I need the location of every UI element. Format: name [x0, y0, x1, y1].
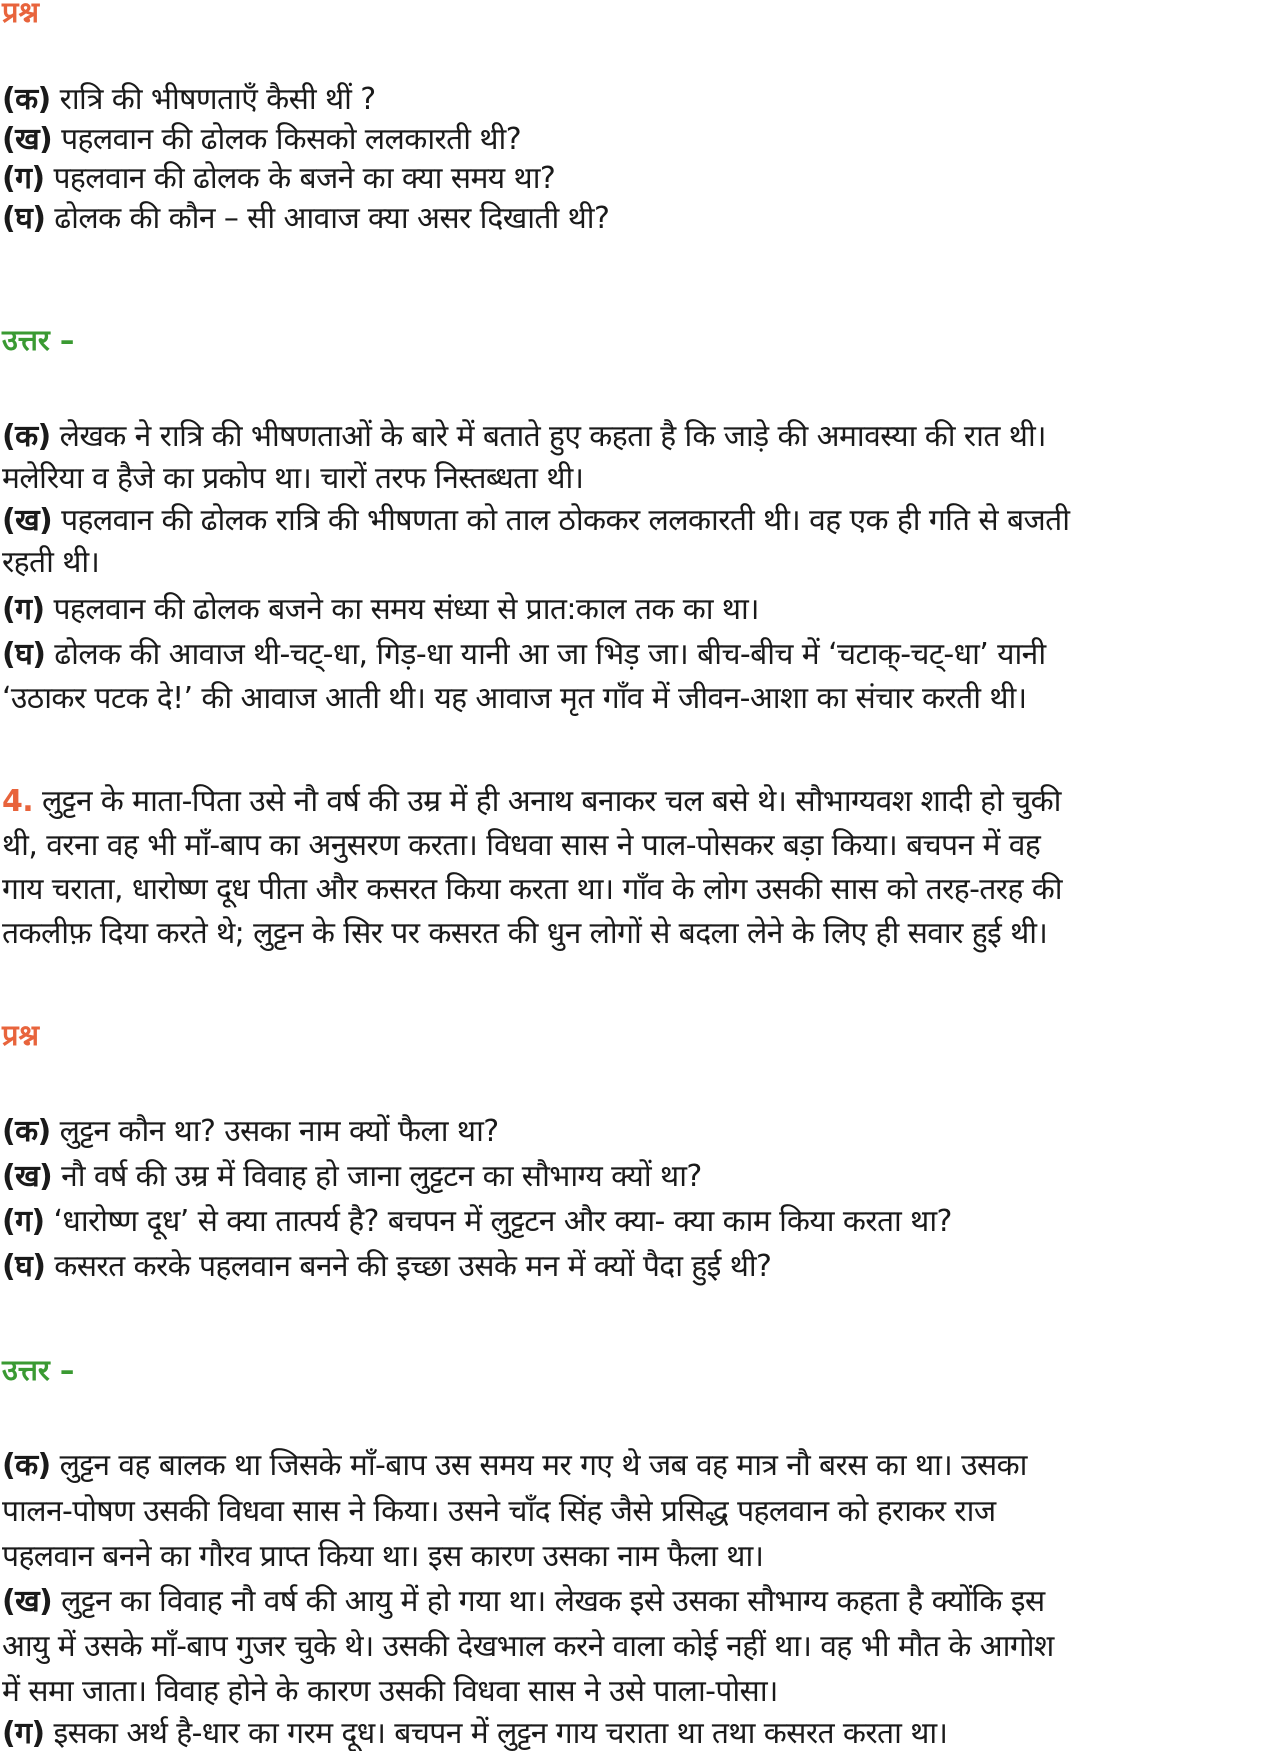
- passage-4-line-2: थी, वरना वह भी माँ-बाप का अनुसरण करता। विधवा सास ने पाल-पोसकर बड़ा किया। बचपन में वह: [2, 828, 1041, 863]
- passage-4-line-4: तकलीफ़ दिया करते थे; लुट्टन के सिर पर कसरत की धुन लोगों से बदला लेने के लिए ही सवार हुई थी।: [2, 916, 1048, 951]
- answer-kha-line-1: [2, 499, 1069, 543]
- answer-gha-line-2: ‘उठाकर पटक दे!’ की आवाज आती थी। यह आवाज मृत गाँव में जीवन-आशा का संचार करती थी।: [2, 681, 1027, 716]
- answer-heading: उत्तर –: [2, 1353, 75, 1387]
- answer-text: पहलवान की ढोलक बजने का समय संध्या से प्रात:काल तक का था।: [44, 592, 759, 627]
- answer-ka-line-1: [2, 1444, 1027, 1488]
- label: (क): [2, 82, 51, 117]
- question-ga: [2, 157, 555, 201]
- question-heading: प्रश्न: [2, 1018, 40, 1052]
- answer-text: लुट्टन वह बालक था जिसके माँ-बाप उस समय मर गए थे जब वह मात्र नौ बरस का था। उसका: [50, 1448, 1027, 1483]
- answer-text: इसका अर्थ है-धार का गरम दूध। बचपन में लुट्टन गाय चराता था तथा कसरत करता था।: [44, 1716, 948, 1751]
- question-text: पहलवान की ढोलक किसको ललकारती थी?: [52, 122, 522, 157]
- label: (घ): [2, 201, 46, 236]
- question-kha: [2, 1155, 702, 1199]
- label: (ग): [2, 1204, 45, 1239]
- answer-text: पहलवान की ढोलक रात्रि की भीषणता को ताल ठोककर ललकारती थी। वह एक ही गति से बजती: [52, 503, 1070, 538]
- passage-4-line-1: [2, 780, 1061, 824]
- label: (ख): [2, 1584, 53, 1619]
- question-gha: [2, 197, 609, 241]
- label: (ख): [2, 1159, 53, 1194]
- question-gha: [2, 1245, 771, 1289]
- question-heading: प्रश्न: [2, 0, 40, 29]
- question-ga: [2, 1200, 952, 1244]
- answer-ga-line-1: [2, 1712, 947, 1751]
- answer-gha-line-1: [2, 633, 1046, 677]
- question-text: ढोलक की कौन – सी आवाज क्या असर दिखाती थी?: [45, 201, 610, 236]
- answer-ka-line-2: मलेरिया व हैजे का प्रकोप था। चारों तरफ निस्तब्धता थी।: [2, 461, 584, 496]
- answer-kha-line-1: [2, 1580, 1045, 1624]
- answer-ga-line-1: [2, 588, 759, 632]
- label: (क): [2, 1114, 51, 1149]
- question-kha: [2, 118, 521, 162]
- label: (घ): [2, 637, 46, 672]
- passage-text: लुट्टन के माता-पिता उसे नौ वर्ष की उम्र में ही अनाथ बनाकर चल बसे थे। सौभाग्यवश शादी हो चुकी: [33, 784, 1061, 819]
- answer-ka-line-1: [2, 415, 1046, 459]
- answer-ka-line-3: पहलवान बनने का गौरव प्राप्त किया था। इस कारण उसका नाम फैला था।: [2, 1539, 764, 1574]
- label: (क): [2, 1448, 51, 1483]
- answer-kha-line-3: में समा जाता। विवाह होने के कारण उसकी विधवा सास ने उसे पाला-पोसा।: [2, 1674, 778, 1709]
- answer-text: लेखक ने रात्रि की भीषणताओं के बारे में बताते हुए कहता है कि जाड़े की अमावस्या की रात थी।: [50, 419, 1046, 454]
- passage-number: 4.: [2, 784, 34, 819]
- label: (ग): [2, 161, 45, 196]
- question-text: ‘धारोष्ण दूध’ से क्या तात्पर्य है? बचपन में लुट्टटन और क्या- क्या काम किया करता था?: [44, 1204, 952, 1239]
- question-text: रात्रि की भीषणताएँ कैसी थीं ?: [50, 82, 376, 117]
- passage-4-line-3: गाय चराता, धारोष्ण दूध पीता और कसरत किया करता था। गाँव के लोग उसकी सास को तरह-तरह की: [2, 872, 1062, 907]
- answer-text: लुट्टन का विवाह नौ वर्ष की आयु में हो गया था। लेखक इसे उसका सौभाग्य कहता है क्योंकि इस: [52, 1584, 1045, 1619]
- question-text: कसरत करके पहलवान बनने की इच्छा उसके मन में क्यों पैदा हुई थी?: [45, 1249, 772, 1284]
- answer-text: ढोलक की आवाज थी-चट्-धा, गिड़-धा यानी आ जा भिड़ जा। बीच-बीच में ‘चटाक्-चट्-धा’ यानी: [45, 637, 1046, 672]
- answer-kha-line-2: रहती थी।: [2, 545, 100, 580]
- label: (घ): [2, 1249, 46, 1284]
- answer-heading: उत्तर –: [2, 323, 75, 357]
- question-ka: [2, 78, 376, 122]
- answer-ka-line-2: पालन-पोषण उसकी विधवा सास ने किया। उसने चाँद सिंह जैसे प्रसिद्ध पहलवान को हराकर राज: [2, 1494, 996, 1529]
- question-text: लुट्टन कौन था? उसका नाम क्यों फैला था?: [50, 1114, 499, 1149]
- label: (ख): [2, 122, 53, 157]
- question-text: नौ वर्ष की उम्र में विवाह हो जाना लुट्टटन का सौभाग्य क्यों था?: [52, 1159, 702, 1194]
- answer-kha-line-2: आयु में उसके माँ-बाप गुजर चुके थे। उसकी देखभाल करने वाला कोई नहीं था। वह भी मौत के आगोश: [2, 1629, 1054, 1664]
- question-text: पहलवान की ढोलक के बजने का क्या समय था?: [44, 161, 556, 196]
- question-ka: [2, 1110, 499, 1154]
- label: (ग): [2, 1716, 45, 1751]
- label: (क): [2, 419, 51, 454]
- label: (ग): [2, 592, 45, 627]
- label: (ख): [2, 503, 53, 538]
